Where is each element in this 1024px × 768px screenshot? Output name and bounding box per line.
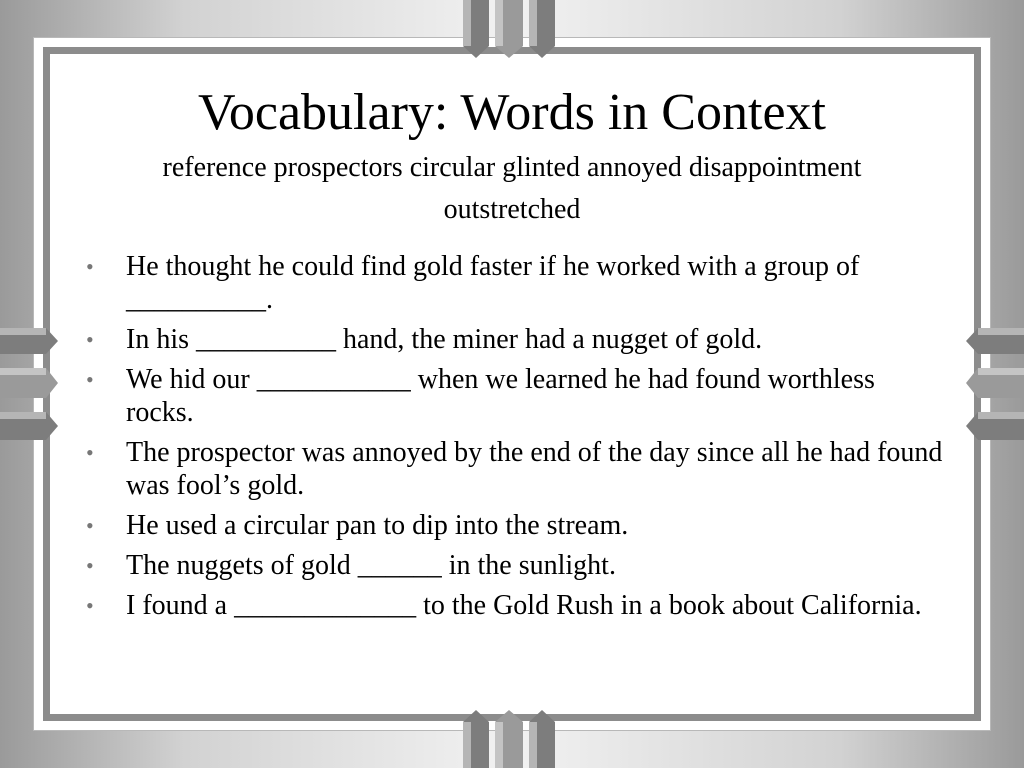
bullet-icon: • [86,553,94,578]
bullet-icon: • [86,440,94,465]
sentence-text: I found a _____________ to the Gold Rush in a book about California. [126,590,922,621]
bullet-icon: • [86,513,94,538]
list-item [86,323,946,356]
sentence-text: He used a circular pan to dip into the stream. [126,510,629,541]
sentence-text: The nuggets of gold ______ in the sunlight. [126,550,616,581]
slide-content [60,62,964,702]
frame-clip-top [461,0,557,58]
frame-clip-bottom [461,710,557,768]
list-item [86,363,946,429]
bullet-icon: • [86,367,94,392]
frame-clip-right [966,326,1024,442]
list-item [86,436,946,502]
list-item [86,250,946,316]
sentence-list [86,250,946,629]
list-item [86,589,946,622]
sentence-text: In his __________ hand, the miner had a nugget of gold. [126,324,763,355]
list-item [86,509,946,542]
sentence-text: The prospector was annoyed by the end of the day since all he had found was fool’s gold. [126,437,943,501]
sentence-text: He thought he could find gold faster if he worked with a group of __________. [126,251,860,315]
vocabulary-word-list: reference prospectors circular glinted annoyed disappointment outstretched [162,152,862,225]
bullet-icon: • [86,327,94,352]
bullet-icon: • [86,593,94,618]
sentence-text: We hid our ___________ when we learned he had found worthless rocks. [126,364,875,428]
list-item [86,549,946,582]
slide-title: Vocabulary: Words in Context [198,84,826,141]
frame-clip-left [0,326,58,442]
bullet-icon: • [86,254,94,279]
